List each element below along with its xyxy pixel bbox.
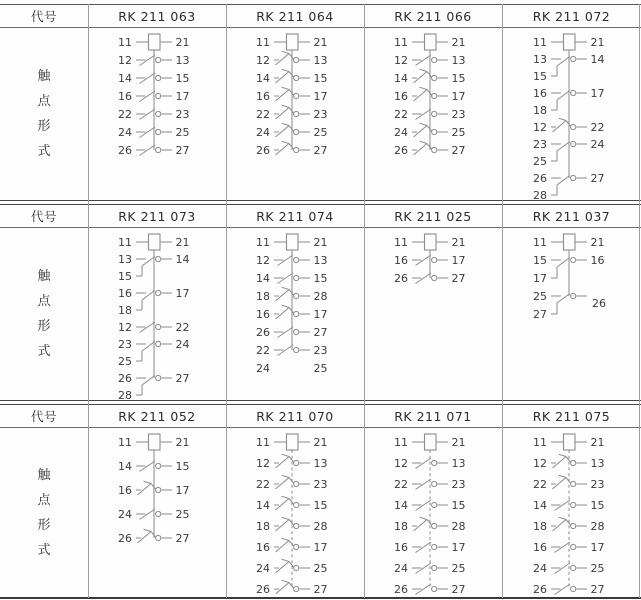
svg-text:22: 22 [394,107,408,121]
svg-text:26: 26 [591,297,606,310]
svg-text:18: 18 [394,519,408,533]
svg-text:23: 23 [175,107,190,121]
svg-text:14: 14 [175,252,190,266]
svg-text:17: 17 [175,286,190,300]
svg-text:23: 23 [590,477,604,491]
svg-text:22: 22 [256,343,270,357]
svg-text:14: 14 [256,498,270,512]
svg-text:11: 11 [532,435,547,449]
svg-text:14: 14 [532,498,547,512]
svg-text:21: 21 [313,235,328,249]
svg-text:12: 12 [256,53,270,67]
contact-diagram [502,428,641,597]
svg-text:21: 21 [451,35,466,49]
svg-text:26: 26 [394,143,408,157]
svg-text:14: 14 [394,71,408,85]
svg-text:23: 23 [451,107,466,121]
svg-text:12: 12 [256,253,270,267]
svg-text:27: 27 [451,582,466,596]
svg-text:13: 13 [590,456,604,470]
model-name: RK 211 064 [256,8,334,24]
svg-text:24: 24 [394,125,408,139]
group-1-header-row [0,5,641,28]
svg-text:27: 27 [532,307,547,321]
svg-text:24: 24 [256,125,270,139]
svg-text:13: 13 [313,456,328,470]
contact-diagram-svg [364,28,502,200]
svg-text:26: 26 [532,171,547,185]
svg-text:25: 25 [118,354,132,368]
svg-text:12: 12 [118,320,132,334]
svg-text:25: 25 [451,125,466,139]
code-header: 代号 [30,9,57,24]
column-divider [226,4,227,598]
svg-text:26: 26 [118,371,132,385]
svg-text:16: 16 [394,540,408,554]
svg-text:22: 22 [256,477,270,491]
svg-text:28: 28 [451,519,466,533]
svg-text:21: 21 [175,435,190,449]
contact-diagram-svg [503,28,641,200]
svg-text:25: 25 [175,507,190,521]
svg-text:13: 13 [175,53,190,67]
svg-text:17: 17 [451,89,466,103]
svg-text:17: 17 [451,253,466,267]
svg-text:11: 11 [118,435,132,449]
svg-text:15: 15 [451,71,466,85]
contact-diagram [364,28,502,200]
svg-text:16: 16 [256,307,270,321]
svg-text:23: 23 [313,107,328,121]
svg-text:12: 12 [256,456,270,470]
svg-text:14: 14 [590,52,604,66]
svg-text:22: 22 [590,120,604,134]
svg-text:21: 21 [590,235,604,249]
svg-text:14: 14 [118,459,132,473]
table-right-border [639,4,640,598]
svg-text:11: 11 [394,435,408,449]
svg-text:23: 23 [118,337,132,351]
svg-text:27: 27 [313,582,328,596]
svg-text:13: 13 [118,252,132,266]
svg-text:28: 28 [118,388,132,400]
svg-text:27: 27 [175,531,190,545]
svg-text:22: 22 [175,320,190,334]
svg-text:14: 14 [256,71,270,85]
svg-text:22: 22 [532,477,547,491]
svg-text:12: 12 [532,456,547,470]
svg-text:15: 15 [313,71,328,85]
code-header: 代号 [30,409,57,424]
svg-text:16: 16 [118,483,132,497]
svg-text:27: 27 [175,143,190,157]
svg-text:16: 16 [256,89,270,103]
svg-text:15: 15 [175,459,190,473]
svg-text:24: 24 [118,507,132,521]
svg-text:26: 26 [256,143,270,157]
svg-text:22: 22 [256,107,270,121]
contact-diagram-svg [88,428,226,597]
svg-text:15: 15 [313,498,328,512]
svg-text:15: 15 [532,253,547,267]
svg-text:26: 26 [394,582,408,596]
svg-text:12: 12 [394,456,408,470]
svg-text:11: 11 [118,235,132,249]
contact-diagram [364,228,502,400]
contact-diagram [88,428,226,597]
svg-text:17: 17 [590,86,604,100]
contact-form-side-label: 触 点 形 式 [37,467,51,558]
svg-text:13: 13 [451,53,466,67]
contact-diagram [364,428,502,597]
svg-text:24: 24 [394,561,408,575]
svg-text:21: 21 [451,435,466,449]
model-name: RK 211 072 [532,8,611,24]
svg-text:27: 27 [175,371,190,385]
svg-text:17: 17 [451,540,466,554]
svg-text:21: 21 [313,435,328,449]
contact-diagram [502,228,641,400]
svg-text:26: 26 [256,582,270,596]
svg-text:17: 17 [532,271,547,285]
svg-text:18: 18 [118,303,132,317]
contact-diagram-svg [503,428,641,597]
model-name: RK 211 052 [118,408,196,424]
contact-diagram-svg [364,428,502,597]
svg-text:16: 16 [532,540,547,554]
svg-text:21: 21 [175,35,190,49]
svg-text:26: 26 [256,325,270,339]
contact-diagram-svg [364,228,502,400]
contact-diagram [88,28,226,200]
svg-text:13: 13 [451,456,466,470]
svg-text:27: 27 [451,271,466,285]
svg-text:25: 25 [313,561,328,575]
svg-text:16: 16 [394,253,408,267]
svg-text:17: 17 [175,483,190,497]
model-name: RK 211 071 [394,408,472,424]
contact-diagram-svg [226,428,364,597]
svg-text:18: 18 [256,289,270,303]
group-3-header-row [0,405,641,428]
group-3-body-row [0,428,641,597]
svg-text:24: 24 [256,361,270,375]
svg-text:25: 25 [532,289,547,303]
model-name: RK 211 037 [532,208,611,224]
contact-diagram [502,28,641,200]
contact-form-side-label: 触 点 形 式 [37,269,51,359]
svg-text:27: 27 [451,143,466,157]
svg-text:13: 13 [313,253,328,267]
svg-text:13: 13 [532,52,547,66]
svg-text:26: 26 [532,582,547,596]
svg-text:27: 27 [313,143,328,157]
contact-diagram-svg [88,228,226,400]
svg-text:11: 11 [532,235,547,249]
svg-text:16: 16 [590,253,604,267]
svg-text:25: 25 [451,561,466,575]
svg-text:23: 23 [313,343,328,357]
svg-text:26: 26 [118,531,132,545]
svg-text:23: 23 [451,477,466,491]
model-name: RK 211 066 [394,8,472,24]
svg-text:18: 18 [532,519,547,533]
svg-text:24: 24 [118,125,132,139]
column-divider [502,4,503,598]
contact-diagram-svg [88,28,226,200]
svg-text:23: 23 [313,477,328,491]
svg-text:15: 15 [118,269,132,283]
model-name: RK 211 074 [256,208,334,224]
svg-text:24: 24 [532,561,547,575]
contact-diagram [226,28,364,200]
column-divider [364,4,365,598]
svg-text:21: 21 [590,435,604,449]
svg-text:22: 22 [118,107,132,121]
svg-text:27: 27 [313,325,328,339]
svg-text:11: 11 [256,435,270,449]
model-name: RK 211 073 [118,208,196,224]
svg-text:11: 11 [394,35,408,49]
group-1-body-row [0,28,641,200]
svg-text:15: 15 [451,498,466,512]
svg-text:25: 25 [175,125,190,139]
svg-text:28: 28 [532,188,547,200]
contact-diagram-svg [226,228,364,400]
svg-text:11: 11 [394,235,408,249]
svg-text:21: 21 [451,235,466,249]
svg-text:18: 18 [256,519,270,533]
svg-text:25: 25 [313,125,328,139]
code-header: 代号 [30,209,57,224]
svg-text:14: 14 [394,498,408,512]
svg-text:17: 17 [313,540,328,554]
contact-diagram [226,428,364,597]
model-name: RK 211 063 [118,8,196,24]
svg-text:15: 15 [313,271,328,285]
svg-text:21: 21 [590,35,604,49]
svg-text:15: 15 [590,498,604,512]
svg-text:25: 25 [532,154,547,168]
svg-text:12: 12 [394,53,408,67]
svg-text:16: 16 [394,89,408,103]
svg-text:22: 22 [394,477,408,491]
svg-text:12: 12 [532,120,547,134]
svg-text:17: 17 [313,89,328,103]
svg-text:16: 16 [118,89,132,103]
svg-text:17: 17 [590,540,604,554]
svg-text:24: 24 [256,561,270,575]
svg-text:14: 14 [256,271,270,285]
group-2-body-row [0,228,641,400]
svg-text:16: 16 [256,540,270,554]
contact-diagram [226,228,364,400]
svg-text:25: 25 [590,561,604,575]
svg-text:24: 24 [590,137,604,151]
svg-text:16: 16 [532,86,547,100]
svg-text:25: 25 [313,361,328,375]
svg-text:16: 16 [118,286,132,300]
svg-text:27: 27 [590,582,604,596]
model-name: RK 211 070 [256,408,334,424]
svg-text:18: 18 [532,103,547,117]
svg-text:28: 28 [313,289,328,303]
svg-text:14: 14 [118,71,132,85]
svg-text:23: 23 [532,137,547,151]
model-name: RK 211 075 [532,408,611,424]
group-2-header-row [0,205,641,228]
svg-text:11: 11 [256,35,270,49]
svg-text:15: 15 [532,69,547,83]
svg-text:15: 15 [175,71,190,85]
svg-text:28: 28 [590,519,604,533]
svg-text:27: 27 [590,171,604,185]
column-divider [88,4,89,598]
svg-text:11: 11 [256,235,270,249]
svg-text:21: 21 [175,235,190,249]
svg-text:26: 26 [394,271,408,285]
svg-text:13: 13 [313,53,328,67]
contact-diagram [88,228,226,400]
contact-form-side-label: 触 点 形 式 [37,69,51,159]
svg-text:11: 11 [118,35,132,49]
svg-text:26: 26 [118,143,132,157]
svg-text:28: 28 [313,519,328,533]
svg-text:11: 11 [532,35,547,49]
svg-text:12: 12 [118,53,132,67]
model-name: RK 211 025 [394,208,472,224]
svg-text:17: 17 [313,307,328,321]
svg-text:24: 24 [175,337,190,351]
contact-diagram-svg [503,228,641,400]
contact-diagram-svg [226,28,364,200]
svg-text:17: 17 [175,89,190,103]
table-bottom-rule [0,597,641,599]
svg-text:21: 21 [313,35,328,49]
